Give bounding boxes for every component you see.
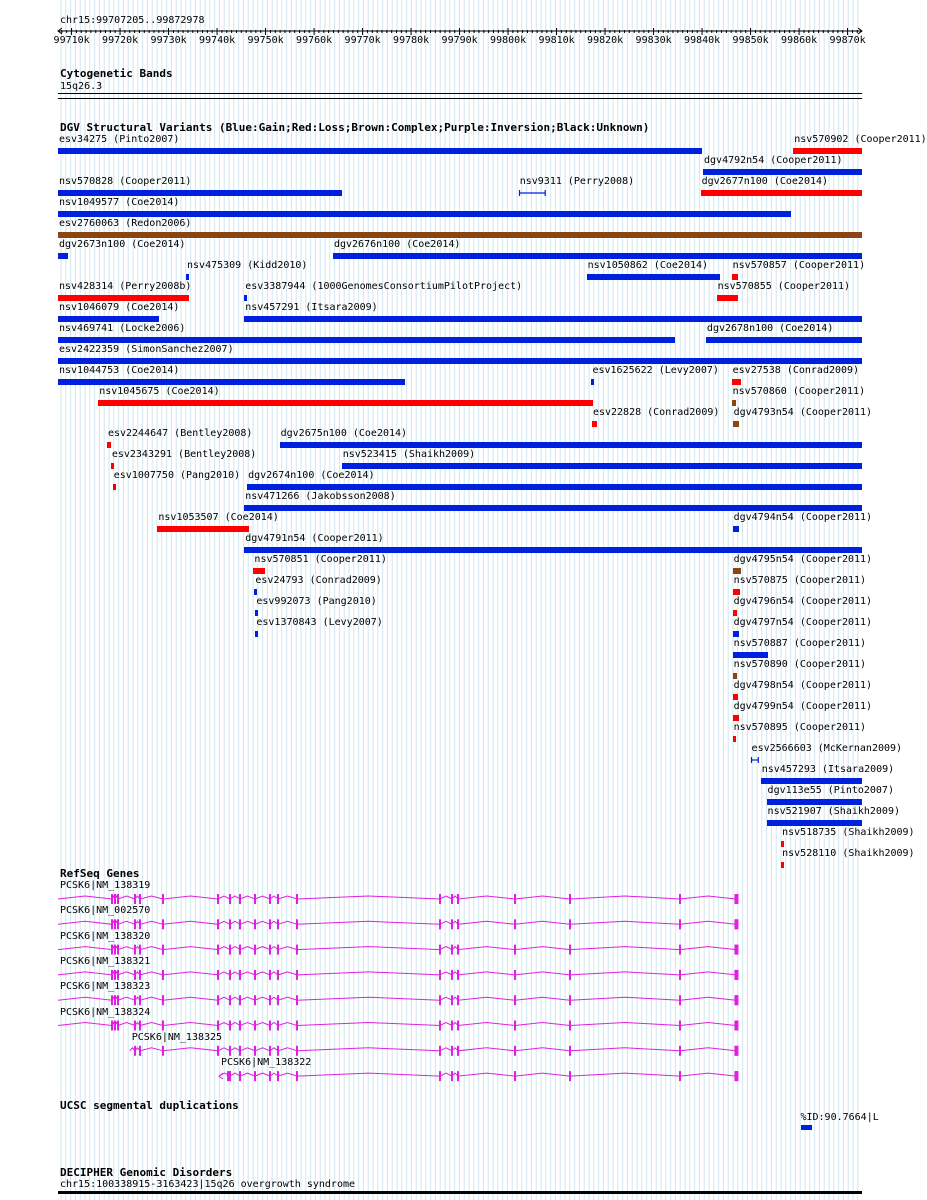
dgv-variant-label[interactable]: dgv4798n54 (Cooper2011) <box>733 680 873 691</box>
refseq-exon <box>439 1021 441 1031</box>
dgv-variant-label[interactable]: esv992073 (Pang2010) <box>256 596 377 607</box>
refseq-exon <box>239 894 241 904</box>
refseq-exon <box>254 970 256 980</box>
dgv-variant-label[interactable]: dgv4793n54 (Cooper2011) <box>733 407 873 418</box>
refseq-exon <box>439 970 441 980</box>
dgv-variant-label[interactable]: esv2566603 (McKernan2009) <box>751 743 903 754</box>
refseq-intron-line <box>58 947 737 950</box>
refseq-exon <box>457 1071 459 1081</box>
refseq-exon <box>514 919 516 929</box>
dgv-variant-label[interactable]: esv34275 (Pinto2007) <box>59 134 180 145</box>
refseq-intron-line <box>58 972 737 975</box>
refseq-exon <box>439 894 441 904</box>
refseq-exon <box>117 919 119 929</box>
refseq-intron-line <box>58 997 737 1000</box>
dgv-variant-label[interactable]: dgv4797n54 (Cooper2011) <box>733 617 873 628</box>
ruler-tick-label: 99830k <box>635 35 672 46</box>
refseq-exon <box>229 919 231 929</box>
refseq-intron-line <box>58 921 737 924</box>
dgv-variant-label[interactable]: esv22828 (Conrad2009) <box>592 407 720 418</box>
dgv-variant-label[interactable]: dgv4796n54 (Cooper2011) <box>733 596 873 607</box>
refseq-exon <box>277 1021 279 1031</box>
refseq-exon <box>296 1021 298 1031</box>
refseq-exon <box>162 945 164 955</box>
refseq-exon <box>111 919 113 929</box>
dgv-variant-label[interactable]: nsv1053507 (Coe2014) <box>158 512 279 523</box>
refseq-exon <box>277 919 279 929</box>
refseq-exon <box>277 1071 279 1081</box>
refseq-exon <box>162 894 164 904</box>
refseq-exon <box>239 1071 241 1081</box>
refseq-exon <box>514 1046 516 1056</box>
refseq-exon <box>217 945 219 955</box>
refseq-exon <box>114 1021 116 1031</box>
dgv-variant-label[interactable]: dgv113e55 (Pinto2007) <box>767 785 894 796</box>
refseq-exon <box>514 1071 516 1081</box>
refseq-exon <box>451 970 453 980</box>
dgv-variant-label[interactable]: nsv428314 (Perry2008b) <box>59 281 192 292</box>
refseq-exon <box>139 970 141 980</box>
refseq-transcript-label[interactable]: PCSK6|NM_138325 <box>131 1031 223 1043</box>
refseq-exon <box>217 995 219 1005</box>
refseq-exon <box>134 919 136 929</box>
refseq-exon <box>269 1046 271 1056</box>
ruler-tick-label: 99730k <box>150 35 187 46</box>
dgv-variant-label[interactable]: nsv521907 (Shaikh2009) <box>767 806 900 817</box>
refseq-exon <box>269 995 271 1005</box>
refseq-exon-last <box>734 995 738 1005</box>
refseq-exon <box>269 919 271 929</box>
refseq-exon <box>134 995 136 1005</box>
ruler-tick-label: 99800k <box>490 35 527 46</box>
dgv-variant-label[interactable]: nsv1045675 (Coe2014) <box>99 386 220 397</box>
refseq-exon <box>451 919 453 929</box>
refseq-exon <box>229 995 231 1005</box>
cytoband-label[interactable]: 15q26.3 <box>60 81 103 92</box>
refseq-exon <box>217 1021 219 1031</box>
dgv-variant-label[interactable]: dgv2673n100 (Coe2014) <box>59 239 186 250</box>
refseq-exon <box>162 1046 164 1056</box>
dgv-variant-label[interactable]: nsv9311 (Perry2008) <box>519 176 635 187</box>
refseq-exon <box>296 1071 298 1081</box>
refseq-exon <box>217 894 219 904</box>
ruler-location: chr15:99707205..99872978 <box>60 15 205 26</box>
refseq-exon <box>457 945 459 955</box>
refseq-exon <box>451 1071 453 1081</box>
dgv-variant-label[interactable]: nsv457291 (Itsara2009) <box>245 302 378 313</box>
ruler-tick-label: 99840k <box>684 35 721 46</box>
refseq-exon <box>439 919 441 929</box>
refseq-exon <box>296 945 298 955</box>
refseq-exon <box>114 894 116 904</box>
dgv-variant-label[interactable]: nsv570860 (Cooper2011) <box>732 386 866 397</box>
refseq-exon-last <box>734 1071 738 1081</box>
refseq-exon <box>139 995 141 1005</box>
refseq-exon <box>514 945 516 955</box>
dgv-variant-label[interactable]: nsv528110 (Shaikh2009) <box>782 848 915 859</box>
refseq-exon <box>229 1046 231 1056</box>
refseq-exon <box>457 995 459 1005</box>
refseq-exon <box>569 995 571 1005</box>
refseq-exon <box>239 995 241 1005</box>
refseq-exon-last <box>734 1046 738 1056</box>
refseq-exon <box>296 970 298 980</box>
refseq-exon <box>457 970 459 980</box>
refseq-exon <box>269 945 271 955</box>
refseq-exon <box>239 919 241 929</box>
refseq-exon <box>569 894 571 904</box>
refseq-exon <box>277 894 279 904</box>
refseq-exon <box>439 1046 441 1056</box>
refseq-exon <box>254 1071 256 1081</box>
refseq-exon <box>679 945 681 955</box>
refseq-transcript-label[interactable]: PCSK6|NM_138320 <box>60 930 151 942</box>
refseq-exon <box>457 894 459 904</box>
refseq-exon <box>269 894 271 904</box>
refseq-exon <box>269 1021 271 1031</box>
refseq-exon <box>239 1021 241 1031</box>
refseq-exon <box>277 995 279 1005</box>
dgv-variant-label[interactable]: nsv570887 (Cooper2011) <box>733 638 867 649</box>
dgv-variant-label[interactable]: dgv4794n54 (Cooper2011) <box>733 512 873 523</box>
ruler-tick-label: 99850k <box>732 35 769 46</box>
ruler-tick-label: 99710k <box>53 35 90 46</box>
refseq-exon-last <box>734 894 738 904</box>
refseq-exon <box>451 1021 453 1031</box>
refseq-exon <box>111 1021 113 1031</box>
dgv-variant-label[interactable]: nsv457293 (Itsara2009) <box>761 764 895 775</box>
refseq-exon <box>254 1021 256 1031</box>
refseq-transcript-label[interactable]: PCSK6|NM_138322 <box>220 1057 312 1069</box>
refseq-exon <box>569 1071 571 1081</box>
refseq-exon <box>296 919 298 929</box>
dgv-variant-label[interactable]: dgv2676n100 (Coe2014) <box>333 239 461 250</box>
decipher-feature-bar[interactable] <box>58 1191 862 1194</box>
refseq-exon <box>569 970 571 980</box>
refseq-exon <box>229 945 231 955</box>
refseq-exon <box>114 945 116 955</box>
refseq-exon <box>514 894 516 904</box>
refseq-exon <box>296 995 298 1005</box>
dgv-variant-label[interactable]: nsv570890 (Cooper2011) <box>733 659 867 670</box>
refseq-exon <box>162 1021 164 1031</box>
refseq-exon <box>111 970 113 980</box>
refseq-exon <box>254 995 256 1005</box>
refseq-exon <box>134 894 136 904</box>
refseq-exon <box>139 894 141 904</box>
refseq-exon <box>679 1046 681 1056</box>
dgv-variant-label[interactable]: nsv1049577 (Coe2014) <box>59 197 180 208</box>
dgv-variant-label[interactable]: esv2343291 (Bentley2008) <box>111 449 257 460</box>
refseq-exon <box>139 1021 141 1031</box>
dgv-variant-label[interactable]: nsv570895 (Cooper2011) <box>733 722 867 733</box>
refseq-exon <box>569 945 571 955</box>
refseq-exon <box>239 970 241 980</box>
refseq-exon <box>217 1046 219 1056</box>
dgv-track-title[interactable]: DGV Structural Variants (Blue:Gain;Red:Loss;Brown:Complex;Purple:Inversion;Black:Unknown) <box>60 121 650 134</box>
refseq-exon <box>117 995 119 1005</box>
refseq-exon <box>117 1021 119 1031</box>
refseq-exon <box>254 919 256 929</box>
refseq-exon <box>569 919 571 929</box>
dgv-variant-label[interactable]: dgv4799n54 (Cooper2011) <box>733 701 873 712</box>
refseq-exon <box>451 1046 453 1056</box>
refseq-exon <box>111 945 113 955</box>
refseq-intron-line <box>58 1023 737 1026</box>
dgv-variant-label[interactable]: nsv570875 (Cooper2011) <box>733 575 867 586</box>
refseq-exon <box>679 1071 681 1081</box>
refseq-exon <box>117 970 119 980</box>
refseq-exon <box>679 995 681 1005</box>
dgv-variant-label[interactable]: nsv570828 (Cooper2011) <box>59 176 192 187</box>
dgv-variant-label[interactable]: nsv570851 (Cooper2011) <box>254 554 387 565</box>
dgv-variant-label[interactable]: dgv2675n100 (Coe2014) <box>280 428 408 439</box>
refseq-exon <box>162 970 164 980</box>
refseq-exon <box>569 1046 571 1056</box>
ruler-tick-label: 99810k <box>538 35 575 46</box>
refseq-exon <box>451 945 453 955</box>
refseq-exon <box>457 1021 459 1031</box>
dgv-variant-label[interactable]: dgv4795n54 (Cooper2011) <box>733 554 873 565</box>
refseq-exon <box>134 945 136 955</box>
refseq-exon <box>139 919 141 929</box>
segdup-label[interactable]: %ID:90.7664|L <box>800 1112 879 1123</box>
refseq-transcript-label[interactable]: PCSK6|NM_138319 <box>60 880 151 891</box>
refseq-exon <box>451 894 453 904</box>
refseq-exon <box>229 970 231 980</box>
dgv-variant-label[interactable]: esv2422359 (SimonSanchez2007) <box>59 344 234 355</box>
ruler-tick-label: 99720k <box>102 35 139 46</box>
refseq-exon <box>134 1046 136 1056</box>
refseq-exon <box>679 970 681 980</box>
refseq-intron-line <box>58 896 737 899</box>
refseq-exon <box>162 995 164 1005</box>
refseq-exon <box>439 1071 441 1081</box>
dgv-variant-label[interactable]: nsv570855 (Cooper2011) <box>717 281 851 292</box>
dgv-variant-label[interactable]: dgv4791n54 (Cooper2011) <box>245 533 384 544</box>
refseq-exon <box>679 894 681 904</box>
refseq-transcript-label[interactable]: PCSK6|NM_138323 <box>60 981 151 993</box>
refseq-exon <box>296 1046 298 1056</box>
dgv-variant-label[interactable]: nsv469741 (Locke2006) <box>59 323 186 334</box>
refseq-exon <box>269 1071 271 1081</box>
refseq-exon <box>514 970 516 980</box>
ruler-tick-label: 99820k <box>587 35 624 46</box>
ruler-tick-label: 99770k <box>344 35 381 46</box>
refseq-exon <box>457 1046 459 1056</box>
refseq-exon <box>139 1046 141 1056</box>
ruler-tick-label: 99780k <box>393 35 430 46</box>
dgv-variant-label[interactable]: esv1007750 (Pang2010) <box>113 470 241 481</box>
ruler-tick-label: 99790k <box>441 35 478 46</box>
refseq-exon <box>239 945 241 955</box>
refseq-exon <box>114 919 116 929</box>
refseq-track-title[interactable]: RefSeq Genes <box>60 867 140 880</box>
refseq-strand-arrow <box>219 1073 223 1079</box>
refseq-exon <box>114 970 116 980</box>
refseq-transcript-label[interactable]: PCSK6|NM_138324 <box>60 1006 151 1018</box>
refseq-exon <box>439 945 441 955</box>
refseq-exon <box>117 894 119 904</box>
refseq-exon <box>514 1021 516 1031</box>
refseq-transcript-label[interactable]: PCSK6|NM_138321 <box>60 955 151 967</box>
refseq-exon <box>229 1021 231 1031</box>
refseq-exon <box>134 970 136 980</box>
refseq-intron-line <box>130 1048 738 1051</box>
refseq-transcript-label[interactable]: PCSK6|NM_002570 <box>60 905 151 917</box>
refseq-exon <box>162 919 164 929</box>
segdup-track-title[interactable]: UCSC segmental duplications <box>60 1099 239 1112</box>
refseq-exon <box>239 1046 241 1056</box>
refseq-exon <box>254 1046 256 1056</box>
refseq-exon <box>439 995 441 1005</box>
refseq-exon <box>217 919 219 929</box>
refseq-exon <box>117 945 119 955</box>
dgv-variant-label[interactable]: dgv2677n100 (Coe2014) <box>701 176 829 187</box>
ruler-tick-label: 99860k <box>781 35 818 46</box>
dgv-variant-label[interactable]: esv1625622 (Levy2007) <box>592 365 719 376</box>
dgv-variant-label[interactable]: nsv570857 (Cooper2011) <box>732 260 866 271</box>
decipher-track-title[interactable]: DECIPHER Genomic Disorders <box>60 1166 233 1179</box>
ruler-tick-label: 99870k <box>829 35 866 46</box>
refseq-exon <box>451 995 453 1005</box>
dgv-variant-label[interactable]: esv3387944 (1000GenomesConsortiumPilotProject) <box>245 281 523 292</box>
refseq-exon-last <box>734 919 738 929</box>
refseq-exon <box>111 995 113 1005</box>
refseq-exon <box>277 945 279 955</box>
dgv-variant-label[interactable]: esv24793 (Conrad2009) <box>255 575 382 586</box>
ruler-tick-label: 99760k <box>296 35 333 46</box>
refseq-exon <box>139 945 141 955</box>
refseq-exon <box>457 919 459 929</box>
refseq-exon <box>217 970 219 980</box>
refseq-exon <box>679 919 681 929</box>
refseq-exon <box>296 894 298 904</box>
ruler-tick-label: 99740k <box>199 35 236 46</box>
segdup-bar[interactable] <box>801 1125 811 1130</box>
refseq-exon-last <box>734 1021 738 1031</box>
refseq-exon <box>679 1021 681 1031</box>
dgv-variant-label[interactable]: esv1370843 (Levy2007) <box>256 617 383 628</box>
decipher-item-label[interactable]: chr15:100338915-3163423|15q26 overgrowth syndrome <box>60 1179 356 1190</box>
refseq-exon <box>277 1046 279 1056</box>
refseq-exon <box>269 970 271 980</box>
refseq-exon <box>111 894 113 904</box>
dgv-variant-label[interactable]: nsv475309 (Kidd2010) <box>187 260 308 271</box>
refseq-exon <box>569 1021 571 1031</box>
refseq-exon-first <box>227 1071 231 1081</box>
dgv-variant-label[interactable]: dgv2674n100 (Coe2014) <box>248 470 375 481</box>
refseq-exon-last <box>734 945 738 955</box>
refseq-exon <box>114 995 116 1005</box>
dgv-variant-label[interactable]: nsv523415 (Shaikh2009) <box>342 449 476 460</box>
dgv-variant-label[interactable]: dgv2678n100 (Coe2014) <box>706 323 834 334</box>
refseq-exon <box>134 1021 136 1031</box>
dgv-variant-label[interactable]: nsv518735 (Shaikh2009) <box>782 827 915 838</box>
dgv-variant-label[interactable]: esv2760063 (Redon2006) <box>59 218 192 229</box>
dgv-variant-label[interactable]: nsv1050862 (Coe2014) <box>587 260 709 271</box>
refseq-exon <box>229 894 231 904</box>
dgv-variant-label[interactable]: nsv1046079 (Coe2014) <box>59 302 180 313</box>
dgv-variant-label[interactable]: dgv4792n54 (Cooper2011) <box>704 155 843 166</box>
refseq-exon <box>254 894 256 904</box>
refseq-exon <box>514 995 516 1005</box>
refseq-exon <box>254 945 256 955</box>
dgv-variant-label[interactable]: nsv471266 (Jakobsson2008) <box>245 491 396 502</box>
dgv-variant-label[interactable]: esv27538 (Conrad2009) <box>732 365 860 376</box>
refseq-exon-last <box>734 970 738 980</box>
dgv-variant-label[interactable]: nsv570902 (Cooper2011) <box>794 134 927 145</box>
refseq-exon <box>277 970 279 980</box>
cytoband-track-title[interactable]: Cytogenetic Bands <box>60 67 173 80</box>
dgv-variant-label[interactable]: nsv1044753 (Coe2014) <box>59 365 180 376</box>
ruler-tick-label: 99750k <box>247 35 284 46</box>
dgv-variant-label[interactable]: esv2244647 (Bentley2008) <box>107 428 253 439</box>
